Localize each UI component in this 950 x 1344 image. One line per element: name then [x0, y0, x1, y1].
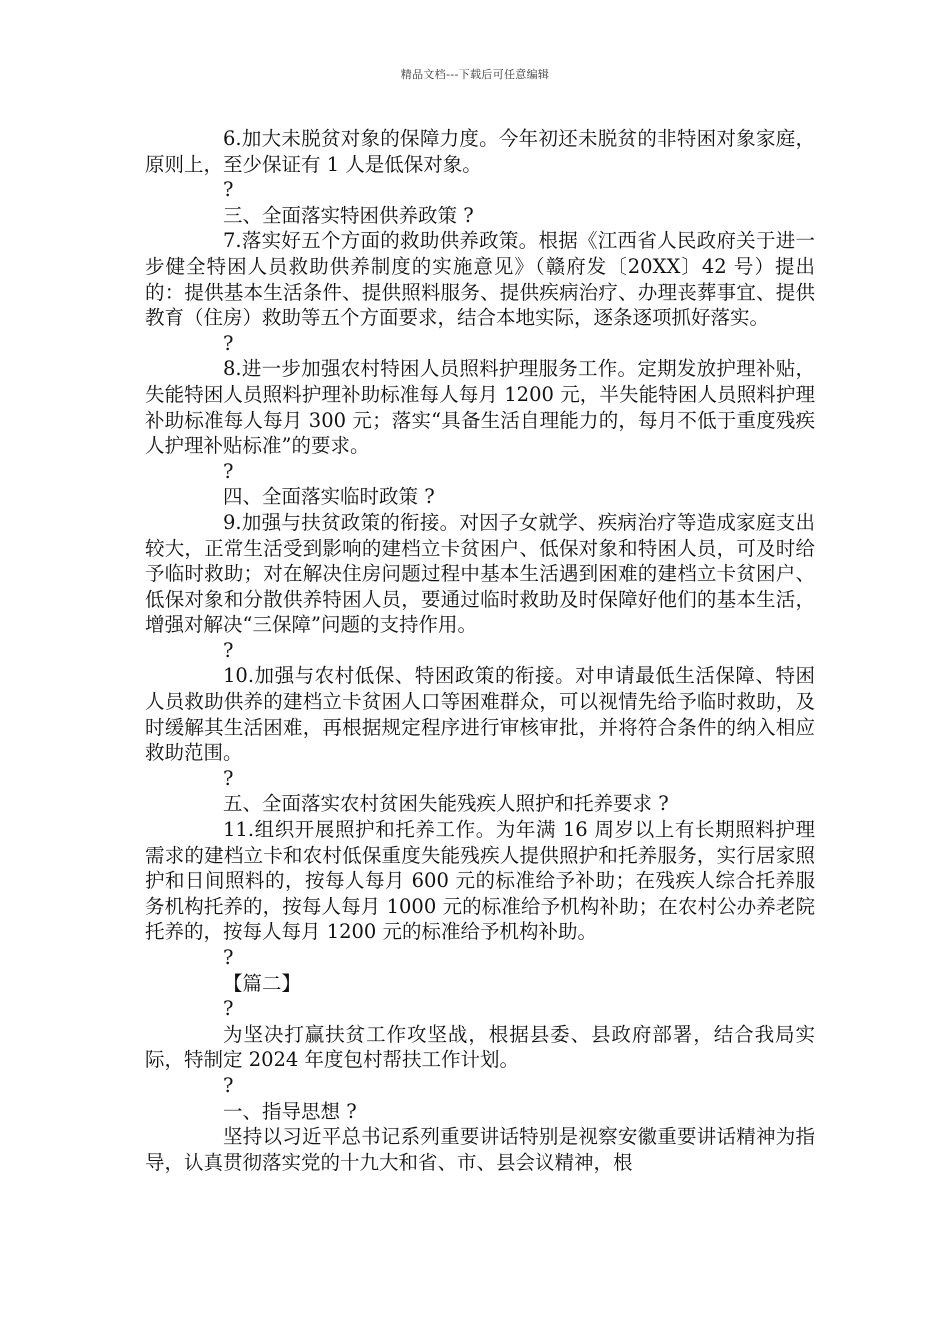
- section-heading-5: 五、全面落实农村贫困失能残疾人照护和托养要求 ?: [223, 792, 669, 816]
- paragraph-guiding-thought: 坚持以习近平总书记系列重要讲话特别是视察安徽重要讲话精神为指导，认真贯彻落实党的十九大和省、市、县会议精神，根: [145, 1125, 815, 1174]
- paragraph-item-6: 6.加大未脱贫对象的保障力度。今年初还未脱贫的非特困对象家庭，原则上，至少保证有 1 人是低保对象。: [145, 127, 815, 176]
- placeholder-mark: ?: [223, 178, 234, 202]
- document-body: [145, 126, 815, 1175]
- placeholder-mark: ?: [223, 946, 234, 969]
- paragraph-item-10: 10.加强与农村低保、特困政策的衔接。对申请最低生活保障、特困人员救助供养的建档立卡贫困人口等困难群众，可以视情先给予临时救助，及时缓解其生活困难，再根据规定程序进行审核审批，并将符合条件的纳入相应救助范围。: [145, 664, 815, 765]
- placeholder-mark: ?: [223, 459, 234, 483]
- part-two-heading: 【篇二】: [223, 971, 302, 995]
- section-heading-4: 四、全面落实临时政策 ?: [223, 485, 435, 509]
- section-heading-1: 一、指导思想 ?: [223, 1099, 357, 1123]
- placeholder-mark: ?: [223, 331, 234, 355]
- page-header: 精品文档---下载后可任意编辑: [400, 68, 550, 81]
- paragraph-intro: 为坚决打赢扶贫工作攻坚战，根据县委、县政府部署，结合我局实际，特制定 2024 年度包村帮扶工作计划。: [145, 1022, 815, 1072]
- placeholder-mark: ?: [223, 638, 234, 662]
- paragraph-item-11: 11.组织开展照护和托养工作。为年满 16 周岁以上有长期照料护理需求的建档立卡和农村低保重度失能残疾人提供照护和托养服务，实行居家照护和日间照料的，按每人每月 600 元的标准给予补助；在残疾人综合托养服务机构托养的，按每人每月 1000 元的标准给予机构补助；在农村公办养老院托养的，按每人每月 1200 元的标准给予机构补助。: [145, 818, 815, 944]
- paragraph-item-8: 8.进一步加强农村特困人员照料护理服务工作。定期发放护理补贴，失能特困人员照料护理补助标准每人每月 1200 元，半失能特困人员照料护理补助标准每人每月 300 元；落实“具备生活自理能力的，每月不低于重度残疾人护理补贴标准”的要求。: [145, 357, 815, 458]
- section-heading-3: 三、全面落实特困供养政策 ?: [223, 203, 474, 227]
- placeholder-mark: ?: [223, 997, 234, 1021]
- paragraph-item-7: 7.落实好五个方面的救助供养政策。根据《江西省人民政府关于进一步健全特困人员救助供养制度的实施意见》（赣府发〔20XX〕42 号）提出的：提供基本生活条件、提供照料服务、提供疾病治疗、办理丧葬事宜、提供教育（住房）救助等五个方面要求，结合本地实际，逐条逐项抓好落实。: [145, 229, 815, 330]
- placeholder-mark: ?: [223, 1073, 234, 1097]
- placeholder-mark: ?: [223, 766, 234, 790]
- paragraph-item-9: 9.加强与扶贫政策的衔接。对因子女就学、疾病治疗等造成家庭支出较大，正常生活受到影响的建档立卡贫困户、低保对象和特困人员，可及时给予临时救助；对在解决住房问题过程中基本生活遇到困难的建档立卡贫困户、低保对象和分散供养特困人员，要通过临时救助及时保障好他们的基本生活，增强对解决“三保障”问题的支持作用。: [145, 510, 815, 637]
